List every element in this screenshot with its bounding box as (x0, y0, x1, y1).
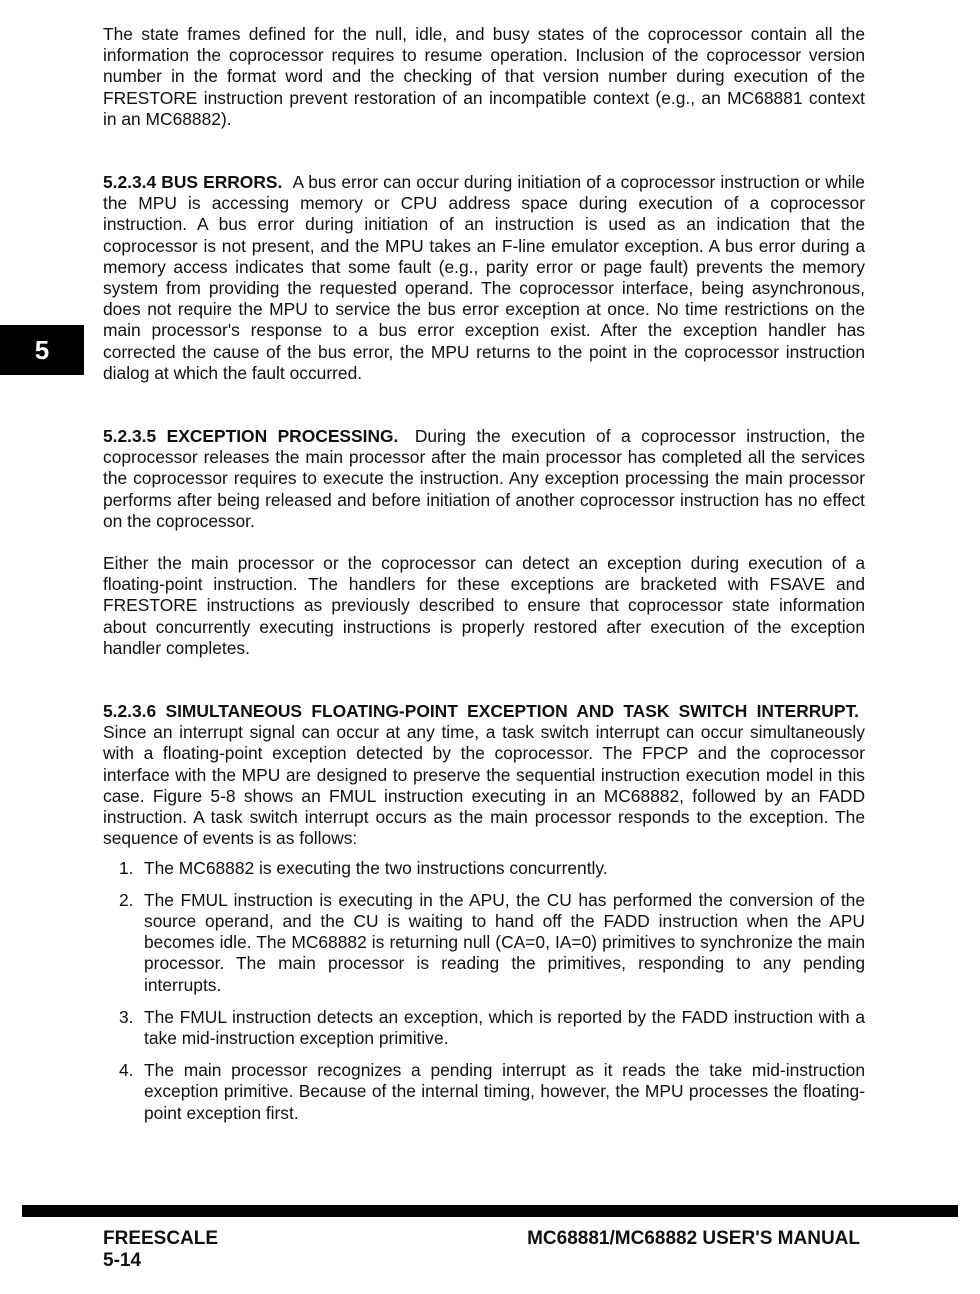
section-text: During the execution of a coprocessor instruction, the coprocessor releases the main processor after the main processor has completed all the services the coprocessor requires to execute the instruction. Any exception processing the main processor performs after being released and before initiation of another coprocessor instruction has no effect on the coprocessor. (103, 426, 865, 531)
section-heading: 5.2.3.5 EXCEPTION PROCESSING. (103, 426, 399, 447)
footer-page-number: 5-14 (103, 1250, 142, 1271)
list-item (103, 1007, 865, 1049)
intro-paragraph: The state frames defined for the null, idle, and busy states of the coprocessor contain all the information the coprocessor requires to resume operation. Inclusion of the coprocessor version number in the format word and the checking of that version number during execution of the FRESTORE instruction prevent restoration of an incompatible context (e.g., an MC68881 context in an MC68882). (103, 24, 865, 129)
page-body (103, 24, 865, 1135)
simultaneous-section (103, 701, 865, 849)
exception-handlers-paragraph: Either the main processor or the coprocessor can detect an exception during execution of a floating-point instruction. The handlers for these exceptions are bracketed with FSAVE and FRESTORE instructions as previously described to ensure that coprocessor state information about concurrently executing instructions is properly restored after execution of the exception handler completes. (103, 553, 865, 658)
list-item-number: 3. (119, 1006, 134, 1027)
section-text: Since an interrupt signal can occur at any time, a task switch interrupt can occur simultaneously with a floating-point exception detected by the coprocessor. The FPCP and the coprocessor interface with the MPU are designed to preserve the sequential instruction execution model in this case. Figure 5-8 shows an FMUL instruction executing in an MC68882, followed by an FADD instruction. A task switch interrupt occurs as the main processor responds to the exception. The sequence of events is as follows: (103, 722, 865, 849)
list-item-text: The MC68882 is executing the two instructions concurrently. (144, 857, 608, 878)
list-item (103, 858, 865, 879)
list-item-text: The FMUL instruction detects an exception, which is reported by the FADD instruction with a take mid-instruction exception primitive. (144, 1006, 865, 1048)
section-text: A bus error can occur during initiation of a coprocessor instruction or while the MPU is accessing memory or CPU address space during execution of a coprocessor instruction. A bus error during initiation of an instruction is used as an indication that the coprocessor is not present, and the MPU takes an F-line emulator exception. A bus error during a memory access indicates that some fault (e.g., parity error or page fault) prevents the memory system from providing the requested operand. The coprocessor interface, being asynchronous, does not require the MPU to service the bus error exception at once. No time restrictions on the main processor's response to a bus error exception exist. After the exception handler has corrected the cause of the bus error, the MPU returns to the point in the coprocessor instruction dialog at which the fault occurred. (103, 172, 865, 383)
list-item-text: The main processor recognizes a pending interrupt as it reads the take mid-instruction exception primitive. Because of the internal timing, however, the MPU processes the floating-point exception first. (144, 1060, 865, 1123)
section-heading: 5.2.3.4 BUS ERRORS. (103, 172, 283, 193)
list-item (103, 890, 865, 996)
footer-manual-title: MC68881/MC68882 USER'S MANUAL (527, 1228, 860, 1249)
list-item-number: 2. (119, 889, 134, 910)
footer-brand: FREESCALE (103, 1228, 219, 1249)
footer-rule (22, 1205, 958, 1217)
bus-errors-section (103, 172, 865, 384)
footer-left (103, 1228, 218, 1272)
list-item-number: 4. (119, 1060, 134, 1081)
list-item-number: 1. (119, 857, 134, 878)
event-sequence-list (103, 858, 865, 1124)
list-item (103, 1060, 865, 1124)
section-heading: 5.2.3.6 SIMULTANEOUS FLOATING-POINT EXCEPTION AND TASK SWITCH INTERRUPT. (103, 701, 859, 722)
exception-processing-section (103, 426, 865, 532)
list-item-text: The FMUL instruction is executing in the APU, the CU has performed the conversion of the source operand, and the CU is waiting to hand off the FADD instruction when the APU becomes idle. The MC68882 is returning null (CA=0, IA=0) primitives to synchronize the main processor. The main processor is reading the primitives, responding to any pending interrupts. (144, 889, 865, 995)
chapter-tab: 5 (0, 325, 84, 375)
